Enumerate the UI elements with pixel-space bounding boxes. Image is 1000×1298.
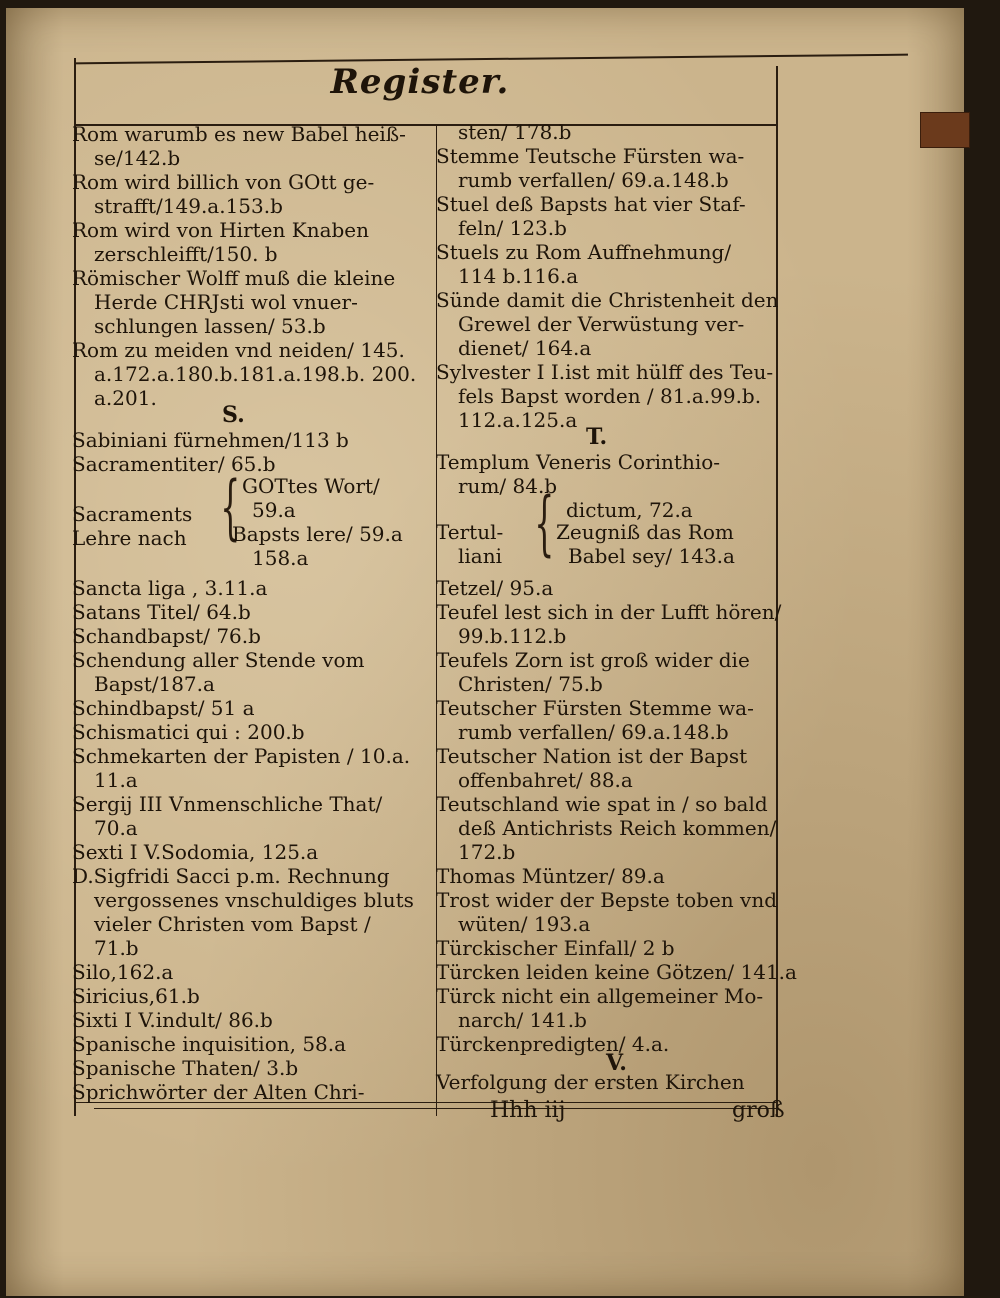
page-tab-marker — [920, 112, 970, 148]
index-entry: Babel sey/ 143.a — [568, 544, 735, 568]
index-entry: Bapsts lere/ 59.a — [232, 522, 403, 546]
brace-icon: { — [220, 466, 241, 548]
index-entry: Spanische inquisition, 58.a — [72, 1032, 347, 1056]
index-entry: Schismatici qui : 200.b — [72, 720, 305, 744]
section-letter: T. — [586, 424, 608, 450]
index-entry: Satans Titel/ 64.b — [72, 600, 251, 624]
index-entry: Trost wider der Bepste toben vnd — [436, 888, 777, 912]
frame-rule-right — [776, 66, 778, 1116]
index-entry: Teufels Zorn ist groß wider die — [436, 648, 750, 672]
index-entry: a.201. — [94, 386, 157, 410]
index-entry: Sacramentiter/ 65.b — [72, 452, 276, 476]
index-entry: offenbahret/ 88.a — [458, 768, 633, 792]
index-entry: Tertul- — [436, 520, 504, 544]
index-entry: Silo,162.a — [72, 960, 174, 984]
index-entry: wüten/ 193.a — [458, 912, 591, 936]
index-entry: Schindbapst/ 51 a — [72, 696, 255, 720]
index-entry: Türckenpredigten/ 4.a. — [436, 1032, 670, 1056]
index-entry: Türcken leiden keine Götzen/ 141.a — [436, 960, 797, 984]
brace-icon: { — [534, 482, 555, 564]
index-entry: rum/ 84.b — [458, 474, 558, 498]
index-entry: GOTtes Wort/ — [242, 474, 380, 498]
page-title: Register. — [330, 62, 510, 102]
index-entry: Teutschland wie spat in / so bald — [436, 792, 768, 816]
index-entry: feln/ 123.b — [458, 216, 567, 240]
index-entry: Spanische Thaten/ 3.b — [72, 1056, 299, 1080]
index-entry: dienet/ 164.a — [458, 336, 592, 360]
index-entry: a.172.a.180.b.181.a.198.b. 200. — [94, 362, 417, 386]
index-entry: dictum, 72.a — [566, 498, 693, 522]
index-entry: vieler Christen vom Bapst / — [94, 912, 371, 936]
index-entry: Rom warumb es new Babel heiß- — [72, 122, 406, 146]
index-entry: 71.b — [94, 936, 139, 960]
index-entry: Sünde damit die Christenheit den — [436, 288, 779, 312]
index-entry: 59.a — [252, 498, 296, 522]
index-entry: rumb verfallen/ 69.a.148.b — [458, 168, 729, 192]
index-entry: Tetzel/ 95.a — [436, 576, 554, 600]
index-entry: strafft/149.a.153.b — [94, 194, 283, 218]
index-entry: 11.a — [94, 768, 138, 792]
index-entry: Schendung aller Stende vom — [72, 648, 365, 672]
index-entry: Bapst/187.a — [94, 672, 215, 696]
index-entry: Sacraments — [72, 502, 193, 526]
index-entry: Sancta liga , 3.11.a — [72, 576, 268, 600]
index-entry: vergossenes vnschuldiges bluts — [94, 888, 414, 912]
index-entry: se/142.b — [94, 146, 181, 170]
index-entry: Stuel deß Bapsts hat vier Staf- — [436, 192, 746, 216]
index-entry: narch/ 141.b — [458, 1008, 587, 1032]
index-entry: schlungen lassen/ 53.b — [94, 314, 326, 338]
index-entry: Sprichwörter der Alten Chri- — [72, 1080, 365, 1104]
index-entry: sten/ 178.b — [458, 120, 572, 144]
index-entry: Türck nicht ein allgemeiner Mo- — [436, 984, 764, 1008]
index-entry: D.Sigfridi Sacci p.m. Rechnung — [72, 864, 390, 888]
index-entry: Herde CHRJsti wol vnuer- — [94, 290, 358, 314]
index-entry: Stuels zu Rom Auffnehmung/ — [436, 240, 732, 264]
right-column — [436, 120, 797, 1094]
index-entry: Sylvester I I.ist mit hülff des Teu- — [436, 360, 774, 384]
section-letter: V. — [606, 1050, 627, 1076]
index-entry: 70.a — [94, 816, 138, 840]
index-entry: Stemme Teutsche Fürsten wa- — [436, 144, 745, 168]
index-entry: Verfolgung der ersten Kirchen — [436, 1070, 745, 1094]
index-entry: Teufel lest sich in der Lufft hören/ — [436, 600, 782, 624]
signature-mark: Hhh iij — [490, 1098, 566, 1123]
index-entry: 112.a.125.a — [458, 408, 578, 432]
index-entry: Sabiniani fürnehmen/113 b — [72, 428, 349, 452]
index-entry: Templum Veneris Corinthio- — [436, 450, 721, 474]
index-entry: Sexti I V.Sodomia, 125.a — [72, 840, 319, 864]
section-letter: S. — [222, 402, 245, 428]
index-entry: Rom wird von Hirten Knaben — [72, 218, 370, 242]
index-entry: 158.a — [252, 546, 309, 570]
index-entry: Grewel der Verwüstung ver- — [458, 312, 745, 336]
index-entry: Türckischer Einfall/ 2 b — [436, 936, 675, 960]
footer-rule-inner — [94, 1108, 776, 1109]
index-entry: Sixti I V.indult/ 86.b — [72, 1008, 273, 1032]
catchword: groß — [732, 1098, 785, 1123]
index-entry: Christen/ 75.b — [458, 672, 603, 696]
index-entry: Rom wird billich von GOtt ge- — [72, 170, 375, 194]
index-entry: Sergij III Vnmenschliche That/ — [72, 792, 383, 816]
index-entry: Lehre nach — [72, 526, 187, 550]
index-entry: Teutscher Nation ist der Bapst — [436, 744, 748, 768]
index-entry: zerschleifft/150. b — [94, 242, 278, 266]
index-entry: 172.b — [458, 840, 516, 864]
index-entry: Schandbapst/ 76.b — [72, 624, 261, 648]
index-entry: fels Bapst worden / 81.a.99.b. — [458, 384, 762, 408]
index-entry: Teutscher Fürsten Stemme wa- — [436, 696, 754, 720]
index-entry: Zeugniß das Rom — [556, 520, 734, 544]
index-entry: liani — [458, 544, 502, 568]
index-entry: deß Antichrists Reich kommen/ — [458, 816, 777, 840]
left-column — [72, 122, 422, 1104]
index-entry: 99.b.112.b — [458, 624, 567, 648]
index-entry: Schmekarten der Papisten / 10.a. — [72, 744, 411, 768]
index-entry: Rom zu meiden vnd neiden/ 145. — [72, 338, 405, 362]
index-entry: Thomas Müntzer/ 89.a — [436, 864, 665, 888]
index-entry: Römischer Wolff muß die kleine — [72, 266, 396, 290]
index-entry: Siricius,61.b — [72, 984, 200, 1008]
index-entry: 114 b.116.a — [458, 264, 579, 288]
index-entry: rumb verfallen/ 69.a.148.b — [458, 720, 729, 744]
